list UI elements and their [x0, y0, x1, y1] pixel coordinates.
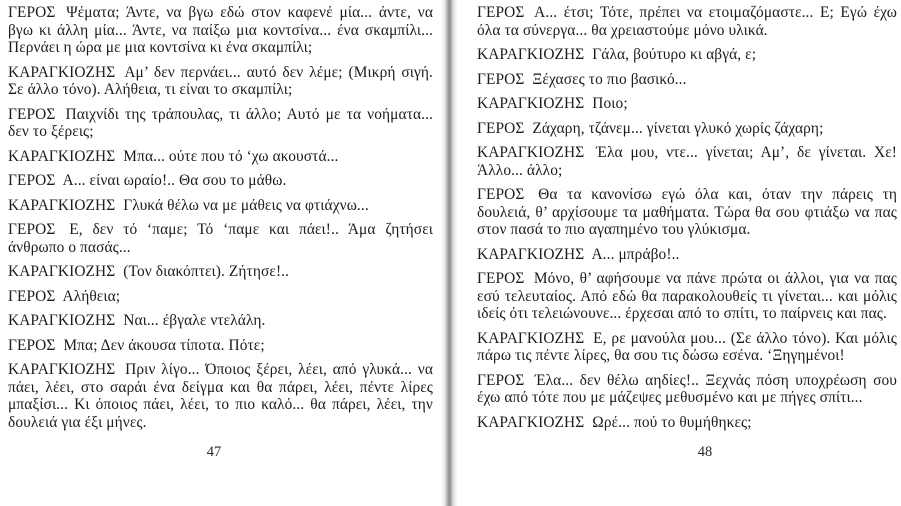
speaker-name: ΚΑΡΑΓΚΙΟΖΗΣ — [477, 46, 585, 63]
dialogue-paragraph — [477, 95, 897, 113]
dialogue-paragraph — [8, 106, 433, 141]
dialogue-paragraph — [8, 64, 433, 99]
speaker-name: ΚΑΡΑΓΚΙΟΖΗΣ — [8, 63, 116, 81]
speaker-name: ΚΑΡΑΓΚΙΟΖΗΣ — [8, 147, 116, 165]
dialogue-paragraph — [8, 172, 433, 190]
page-right — [477, 4, 897, 461]
speaker-name: ΓΕΡΟΣ — [477, 371, 525, 389]
dialogue-text: Έλα μου, ντε... γίνεται; Αμ’, δε γίνεται. Χε! Άλλο... άλλο; — [477, 144, 897, 179]
dialogue-paragraph — [8, 148, 433, 166]
dialogue-paragraph — [8, 361, 433, 431]
speaker-name: ΚΑΡΑΓΚΙΟΖΗΣ — [477, 329, 585, 347]
speaker-name: ΚΑΡΑΓΚΙΟΖΗΣ — [8, 361, 116, 378]
speaker-name: ΓΕΡΟΣ — [8, 4, 56, 21]
speaker-name: ΓΕΡΟΣ — [477, 4, 525, 21]
dialogue-text: Ε, δεν τό ‘παμε; Τό ‘παμε και πάει!.. Άμα ζητήσει άνθρωπο ο πασάς... — [8, 221, 433, 256]
dialogue-text: Έλα... δεν θέλω αηδίες!.. Ξεχνάς πόση υποχρέωση σου έχω από τότε που με μάζεψες μεθυσμένο και με πήγες σπίτι... — [477, 371, 898, 406]
speaker-name: ΓΕΡΟΣ — [477, 70, 525, 88]
dialogue-paragraph — [477, 71, 897, 89]
dialogue-paragraph — [477, 414, 897, 432]
dialogue-paragraph — [8, 263, 433, 281]
dialogue-text: Α... είναι ωραίο!.. Θα σου το μάθω. — [62, 172, 287, 189]
dialogue-text: Ωρέ... πού το θυμήθηκες; — [592, 413, 752, 431]
dialogue-text: Μπα... ούτε που τό ‘χω ακουστά... — [123, 147, 339, 165]
dialogue-text: Ναι... έβγαλε ντελάλη. — [123, 312, 266, 329]
dialogue-paragraph — [477, 46, 897, 64]
dialogue-text: Α... έτσι; Τότε, πρέπει να ετοιμαζόμαστε... Ε; Εγώ έχω όλα τα σύνεργα... θα χρειαστούμε μόνο υλικά. — [477, 4, 897, 39]
page-right-text-block — [477, 4, 897, 431]
dialogue-paragraph — [477, 144, 897, 179]
dialogue-paragraph — [477, 186, 897, 239]
dialogue-text: Ε, ρε μανούλα μου... (Σε άλλο τόνο). Και μόλις πάρω τις πέντε λίρες, θα σου τις δώσω εσένα. ‘Ξηγημένοι! — [477, 329, 897, 364]
dialogue-paragraph — [8, 221, 433, 256]
dialogue-paragraph — [8, 197, 433, 215]
speaker-name: ΚΑΡΑΓΚΙΟΖΗΣ — [477, 144, 585, 161]
page-number-right: 48 — [697, 444, 713, 460]
dialogue-text: Ποιο; — [592, 95, 628, 112]
speaker-name: ΓΕΡΟΣ — [477, 186, 525, 203]
dialogue-text: Ζάχαρη, τζάνεμ... γίνεται γλυκό χωρίς ζάχαρη; — [532, 119, 824, 137]
dialogue-text: Πριν λίγο... Όποιος ξέρει, λέει, από γλυκά... να πάει, λέει, στο σαράι ένα δείγμα και θα πάρει, λέει, πέντε λίρες μπαξίσι... Κι όποιος πάει, λέει, το πιο καλό... θα πάρει, λέει, την δουλειά για έξι μήνες. — [8, 361, 434, 431]
page-number-left: 47 — [206, 444, 222, 460]
dialogue-paragraph — [477, 120, 897, 138]
dialogue-paragraph — [8, 288, 433, 306]
dialogue-text: (Τον διακόπτει). Ζήτησε!.. — [123, 263, 290, 280]
speaker-name: ΚΑΡΑΓΚΙΟΖΗΣ — [8, 263, 116, 280]
dialogue-paragraph — [8, 312, 433, 330]
speaker-name: ΚΑΡΑΓΚΙΟΖΗΣ — [8, 196, 116, 214]
speaker-name: ΓΕΡΟΣ — [477, 270, 525, 287]
dialogue-text: Ξέχασες το πιο βασικό... — [532, 70, 687, 88]
speaker-name: ΓΕΡΟΣ — [8, 287, 56, 305]
speaker-name: ΓΕΡΟΣ — [8, 105, 56, 123]
dialogue-text: Γάλα, βούτυρο κι αβγά, ε; — [592, 46, 757, 63]
dialogue-text: Ψέματα; Άντε, να βγω εδώ στον καφενέ μία... άντε, να βγω κι άλλη μία... Άντε, να παίξω μια κοντσίνα... ένα σκαμπίλι... Περνάει η ώρα με μια κοντσίνα κι ένα σκαμπίλι; — [8, 4, 433, 56]
dialogue-paragraph — [8, 4, 433, 57]
dialogue-text: Αλήθεια; — [62, 287, 121, 305]
dialogue-paragraph — [477, 330, 897, 365]
dialogue-text: Α... μπράβο!.. — [591, 245, 680, 263]
page-left — [8, 4, 433, 461]
dialogue-text: Αμ’ δεν περνάει... αυτό δεν λέμε; (Μικρή σιγή. Σε άλλο τόνο). Αλήθεια, τι είναι το σκαμπίλι; — [8, 63, 433, 98]
page-left-text-block — [8, 4, 433, 431]
dialogue-text: Μπα; Δεν άκουσα τίποτα. Πότε; — [63, 336, 265, 354]
dialogue-paragraph — [477, 270, 897, 323]
dialogue-paragraph — [8, 337, 433, 355]
speaker-name: ΓΕΡΟΣ — [8, 336, 56, 354]
book-gutter-divider — [441, 0, 458, 506]
dialogue-text: Θα τα κανονίσω εγώ όλα και, όταν την πάρεις τη δουλειά, θ’ αρχίσουμε τα μαθήματα. Τώρα θα σου φτιάξω να πας στον πασά το πιο αγαπημένο του γλύκισμα. — [477, 186, 897, 238]
dialogue-paragraph — [477, 246, 897, 264]
speaker-name: ΚΑΡΑΓΚΙΟΖΗΣ — [477, 95, 585, 112]
dialogue-text: Γλυκά θέλω να με μάθεις να φτιάχνω... — [123, 196, 369, 214]
dialogue-text: Μόνο, θ’ αφήσουμε να πάνε πρώτα οι άλλοι, για να πας εσύ τελευταίος. Από εδώ θα παρακολουθείς τι γίνεται... και μόλις ιδείς ότι τελειώνουνε... έρχεσαι από το σπίτι, το παίρνεις και πας. — [477, 270, 897, 322]
speaker-name: ΓΕΡΟΣ — [8, 172, 56, 189]
speaker-name: ΚΑΡΑΓΚΙΟΖΗΣ — [477, 413, 585, 431]
speaker-name: ΓΕΡΟΣ — [8, 221, 56, 238]
dialogue-text: Παιχνίδι της τράπουλας, τι άλλο; Αυτό με τα νοήματα... δεν το ξέρεις; — [8, 105, 433, 140]
speaker-name: ΚΑΡΑΓΚΙΟΖΗΣ — [8, 312, 116, 329]
dialogue-paragraph — [477, 372, 897, 407]
dialogue-paragraph — [477, 4, 897, 39]
speaker-name: ΓΕΡΟΣ — [477, 119, 525, 137]
speaker-name: ΚΑΡΑΓΚΙΟΖΗΣ — [477, 245, 585, 263]
